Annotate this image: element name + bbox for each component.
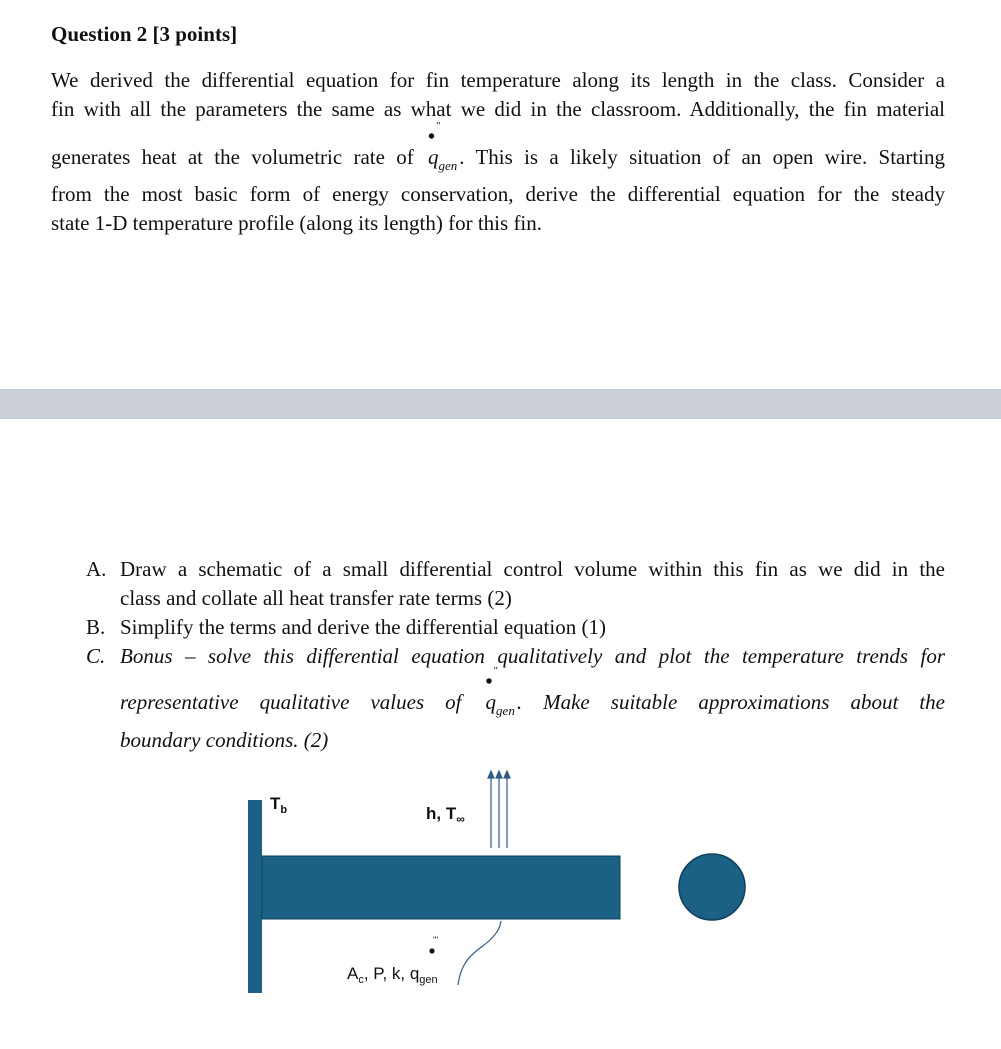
question-title: Question 2 [3 points] bbox=[51, 22, 238, 46]
params-qgen-prime: ''' bbox=[433, 935, 439, 945]
convection-arrowhead-3 bbox=[504, 771, 510, 778]
item-a-line-1: Draw a schematic of a small differential control volume within this fin as we did in the bbox=[120, 557, 945, 581]
item-c-line-3: boundary conditions. (2) bbox=[120, 728, 329, 752]
item-a-line-2: class and collate all heat transfer rate terms (2) bbox=[120, 586, 512, 610]
item-c-line-2-pre: representative qualitative values of bbox=[120, 690, 462, 714]
item-b-label: B. bbox=[86, 615, 106, 639]
item-c-line-2-post: . Make suitable approximations about the bbox=[516, 690, 945, 714]
h-tinf-label bbox=[426, 804, 465, 826]
tb-label bbox=[270, 794, 287, 816]
qgen-dot-c: • bbox=[485, 671, 493, 693]
convection-arrowhead-1 bbox=[488, 771, 494, 778]
qgen-sub: gen bbox=[438, 158, 458, 173]
params-label bbox=[347, 964, 438, 986]
h-main: h, T bbox=[426, 804, 457, 823]
h-sub: ∞ bbox=[456, 812, 465, 826]
qgen-sub-c: gen bbox=[496, 703, 515, 718]
leader-line bbox=[458, 921, 501, 985]
params-sub-gen: gen bbox=[419, 974, 438, 986]
item-c-label: C. bbox=[86, 644, 106, 668]
question-line-2: fin with all the parameters the same as what we did in the classroom. Additionally, the fin material bbox=[51, 97, 945, 121]
params-sub-c: c bbox=[358, 974, 364, 986]
fin-cross-section bbox=[679, 854, 745, 920]
params-a: A bbox=[347, 964, 359, 983]
qgen-q-c: q bbox=[485, 690, 497, 714]
params-rest: , P, k, q bbox=[363, 964, 420, 983]
convection-arrowhead-2 bbox=[496, 771, 502, 778]
item-c-line-1: Bonus – solve this differential equation qualitatively and plot the temperature trends for bbox=[120, 644, 945, 668]
tb-main: T bbox=[270, 794, 281, 813]
item-b-line-1: Simplify the terms and derive the differential equation (1) bbox=[120, 615, 606, 639]
question-line-4: from the most basic form of energy conservation, derive the differential equation for the steady bbox=[51, 182, 945, 206]
question-line-1: We derived the differential equation for fin temperature along its length in the class. Consider a bbox=[51, 68, 945, 92]
item-a-label: A. bbox=[86, 557, 107, 581]
qgen-dot: • bbox=[428, 126, 436, 148]
fin-body bbox=[262, 856, 620, 919]
qgen-q: q bbox=[428, 145, 439, 169]
qgen-prime: " bbox=[436, 120, 441, 132]
tb-sub: b bbox=[280, 804, 288, 816]
params-qgen-dot bbox=[429, 948, 434, 953]
question-line-5: state 1-D temperature profile (along its length) for this fin. bbox=[51, 211, 543, 235]
question-line-3-post: . This is a likely situation of an open wire. Starting bbox=[459, 145, 946, 169]
base-wall bbox=[248, 800, 262, 993]
convection-arrows bbox=[488, 771, 510, 848]
question-line-3-pre: generates heat at the volumetric rate of bbox=[51, 145, 414, 169]
qgen-prime-c: " bbox=[493, 665, 499, 677]
